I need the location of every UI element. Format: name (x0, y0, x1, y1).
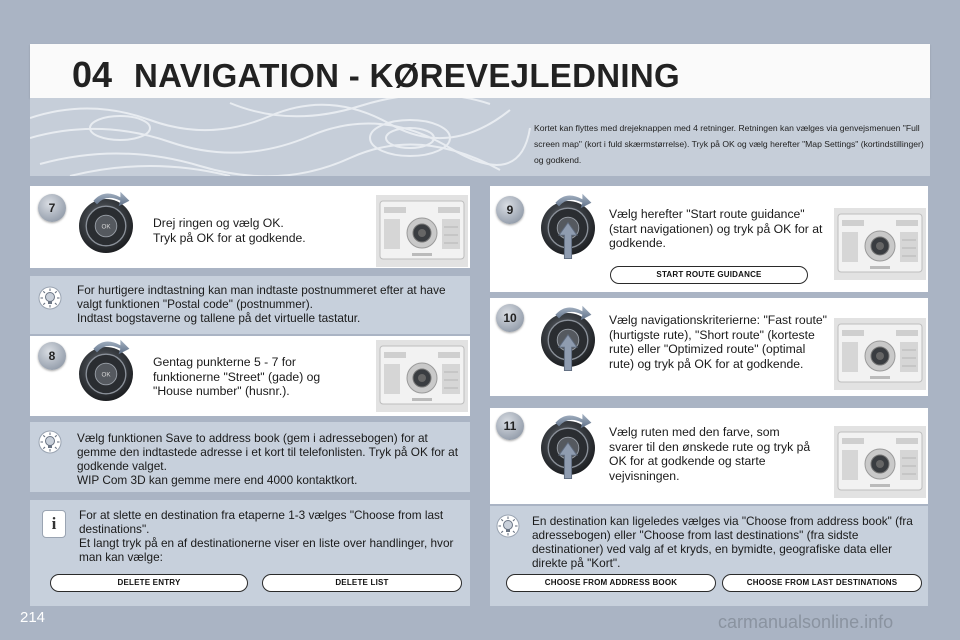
watermark: carmanualsonline.info (718, 612, 894, 632)
rotary-knob-icon (70, 190, 142, 262)
tip-postal-text: For hurtigere indtastning kan man indtaste postnummeret efter at have valgt funktionen "Postal code" (postnummer). Indtast bogstaverne og tallene på det virtuelle tastatur. (77, 283, 446, 325)
intro-paragraph: Kortet kan flyttes med drejeknappen med 4 retninger. Retningen kan vælges via genvejsmenuen "Full screen map" (kort i fuld skærmstørrelse). Tryk på OK og vælg herefter "Map Settings" (kortindstillinger) og godkend. (534, 123, 924, 165)
lightbulb-icon (38, 430, 62, 454)
control-panel-image (834, 208, 926, 280)
tip-save-text: Vælg funktionen Save to address book (gem i adressebogen) for at gemme den indtastede adresse i et kort til telefonlisten. Tryk på OK for at godkende valget. WIP Com 3D kan gemme mere end 4000 kontaktkort. (77, 431, 458, 487)
control-panel-image (376, 340, 468, 412)
step-badge-11: 11 (496, 412, 524, 440)
rotary-knob-icon (532, 412, 604, 484)
step-badge-9: 9 (496, 196, 524, 224)
step-7-text: Drej ringen og vælg OK. Tryk på OK for at godkende. (153, 216, 306, 245)
choose-from-last-destinations-button[interactable]: CHOOSE FROM LAST DESTINATIONS (722, 574, 922, 592)
choose-from-address-book-button[interactable]: CHOOSE FROM ADDRESS BOOK (506, 574, 716, 592)
delete-entry-button[interactable]: DELETE ENTRY (50, 574, 248, 592)
page-number: 214 (20, 609, 46, 626)
tip-choose-text: En destination kan ligeledes vælges via "Choose from address book" (fra adressebogen) eller "Choose from last destinations" (fra sidste destinationer) ved valg af et kryds, en bymidte, geografiske data eller direkte på "Kort". (532, 514, 913, 570)
lightbulb-icon (496, 514, 520, 538)
step-11-text: Vælg ruten med den farve, som svarer til den ønskede rute og tryk på OK for at godkende og starte vejvisningen. (609, 425, 811, 483)
step-8-text: Gentag punkterne 5 - 7 for funktionerne "Street" (gade) og "House number" (husnr.). (153, 355, 321, 398)
step-badge-10: 10 (496, 304, 524, 332)
lightbulb-icon (38, 286, 62, 310)
section-number: 04 (72, 54, 113, 95)
rotary-knob-icon (70, 338, 142, 410)
start-route-guidance-button[interactable]: START ROUTE GUIDANCE (610, 266, 808, 284)
step-9-text: Vælg herefter "Start route guidance" (start navigationen) og tryk på OK for at godkende. (609, 207, 823, 250)
control-panel-image (834, 426, 926, 498)
rotary-knob-icon (532, 304, 604, 376)
control-panel-image (834, 318, 926, 390)
rotary-knob-icon (532, 192, 604, 264)
info-icon: i (42, 510, 66, 538)
tip-delete-text: For at slette en destination fra etaperne 1-3 vælges "Choose from last destinations". Et langt tryk på en af destinationerne viser en liste over handlinger, hvor man kan vælge: (79, 508, 454, 564)
step-10-text: Vælg navigationskriterierne: "Fast route" (hurtigste rute), "Short route" (korteste rute) eller "Optimized route" (optimal rute) og tryk på OK for at godkende. (609, 313, 827, 371)
control-panel-image (376, 195, 468, 267)
page-title: NAVIGATION - KØREVEJLEDNING (134, 57, 680, 94)
step-badge-8: 8 (38, 342, 66, 370)
step-badge-7: 7 (38, 194, 66, 222)
delete-list-button[interactable]: DELETE LIST (262, 574, 462, 592)
